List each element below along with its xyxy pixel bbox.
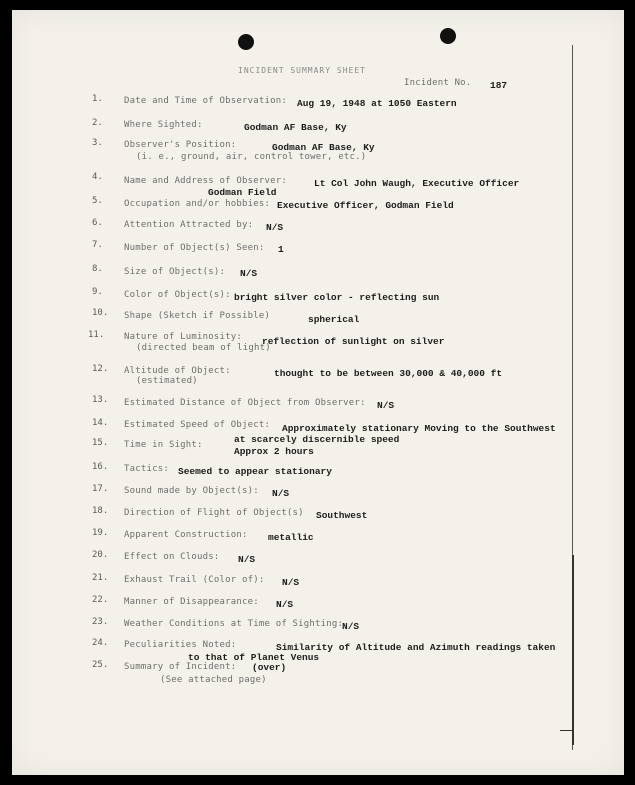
item-number: 7. — [92, 240, 103, 250]
item-value: N/S — [377, 400, 395, 411]
item-label: Tactics: — [124, 464, 169, 474]
item-number: 8. — [92, 264, 103, 274]
item-number: 5. — [92, 196, 103, 206]
item-number: 24. — [92, 638, 109, 648]
item-number: 10. — [92, 308, 109, 318]
item-label: Color of Object(s): — [124, 290, 231, 300]
item-value: 1 — [278, 244, 284, 255]
item-label: Where Sighted: — [124, 120, 203, 130]
item-number: 1. — [92, 94, 103, 104]
item-value: Approximately stationary Moving to the Southwest — [282, 423, 556, 434]
item-label: Effect on Clouds: — [124, 552, 220, 562]
item-value: N/S — [342, 621, 360, 632]
item-value: Seemed to appear stationary — [178, 466, 332, 477]
item-value: reflection of sunlight on silver — [262, 336, 445, 347]
item-label: Estimated Speed of Object: — [124, 420, 271, 430]
item-sublabel: (See attached page) — [160, 675, 267, 685]
item-number: 14. — [92, 418, 109, 428]
item-value: Lt Col John Waugh, Executive Officer — [314, 178, 520, 189]
item-label: Apparent Construction: — [124, 530, 248, 540]
item-number: 19. — [92, 528, 109, 538]
item-label: Direction of Flight of Object(s) — [124, 508, 304, 518]
item-value: Southwest — [316, 510, 368, 521]
document-page — [12, 10, 624, 775]
item-label: Summary of Incident: — [124, 662, 237, 672]
item-label: Exhaust Trail (Color of): — [124, 575, 265, 585]
item-number: 9. — [92, 287, 103, 297]
item-label: Nature of Luminosity: — [124, 332, 242, 342]
item-label: Peculiarities Noted: — [124, 640, 237, 650]
item-number: 4. — [92, 172, 103, 182]
item-number: 16. — [92, 462, 109, 472]
punch-hole-left — [238, 34, 254, 50]
sheet-title: INCIDENT SUMMARY SHEET — [238, 66, 366, 75]
item-sublabel: (estimated) — [136, 376, 198, 386]
item-value: N/S — [282, 577, 300, 588]
item-number: 15. — [92, 438, 109, 448]
item-number: 6. — [92, 218, 103, 228]
item-value: Godman AF Base, Ky — [272, 142, 375, 153]
item-number: 23. — [92, 617, 109, 627]
item-value-above: Godman Field — [208, 187, 277, 198]
item-label: Manner of Disappearance: — [124, 597, 259, 607]
item-label: Weather Conditions at Time of Sighting: — [124, 619, 344, 629]
item-value: bright silver color - reflecting sun — [234, 292, 440, 303]
punch-hole-right — [440, 28, 456, 44]
item-sublabel: (directed beam of light) — [136, 343, 271, 353]
item-number: 22. — [92, 595, 109, 605]
incident-number: 187 — [490, 80, 508, 91]
margin-tick — [560, 730, 574, 731]
item-label: Attention Attracted by: — [124, 220, 254, 230]
item-number: 3. — [92, 138, 103, 148]
item-number: 20. — [92, 550, 109, 560]
item-label: Time in Sight: — [124, 440, 203, 450]
item-number: 2. — [92, 118, 103, 128]
item-number: 21. — [92, 573, 109, 583]
item-value: thought to be between 30,000 & 40,000 ft — [274, 368, 503, 379]
item-label: Occupation and/or hobbies: — [124, 199, 271, 209]
item-number: 11. — [88, 330, 105, 340]
item-label: Estimated Distance of Object from Observer: — [124, 398, 366, 408]
item-value: Executive Officer, Godman Field — [277, 200, 454, 211]
item-value: Similarity of Altitude and Azimuth readings taken — [276, 642, 556, 653]
item-value: Aug 19, 1948 at 1050 Eastern — [297, 98, 457, 109]
item-value: spherical — [308, 314, 360, 325]
item-label: Date and Time of Observation: — [124, 96, 287, 106]
item-number: 12. — [92, 364, 109, 374]
item-value: Approx 2 hours — [234, 446, 314, 457]
item-value: N/S — [240, 268, 258, 279]
item-value-line2: at scarcely discernible speed — [234, 434, 400, 445]
item-number: 17. — [92, 484, 109, 494]
item-value: metallic — [268, 532, 314, 543]
item-label: Shape (Sketch if Possible) — [124, 311, 271, 321]
item-value: Godman AF Base, Ky — [244, 122, 347, 133]
item-value: N/S — [272, 488, 290, 499]
item-label: Name and Address of Observer: — [124, 176, 287, 186]
item-sublabel: (i. e., ground, air, control tower, etc.) — [136, 152, 367, 162]
item-label: Altitude of Object: — [124, 366, 231, 376]
item-label: Observer's Position: — [124, 140, 237, 150]
incident-label: Incident No. — [404, 78, 472, 88]
item-label: Number of Object(s) Seen: — [124, 243, 265, 253]
item-label: Sound made by Object(s): — [124, 486, 259, 496]
item-number: 25. — [92, 660, 109, 670]
item-value: N/S — [276, 599, 294, 610]
item-value: N/S — [238, 554, 256, 565]
item-value: N/S — [266, 222, 284, 233]
item-value: (over) — [252, 662, 287, 673]
item-label: Size of Object(s): — [124, 267, 226, 277]
item-value-line2: to that of Planet Venus — [188, 652, 320, 663]
item-number: 18. — [92, 506, 109, 516]
margin-line-heavy — [572, 555, 574, 745]
item-number: 13. — [92, 395, 109, 405]
